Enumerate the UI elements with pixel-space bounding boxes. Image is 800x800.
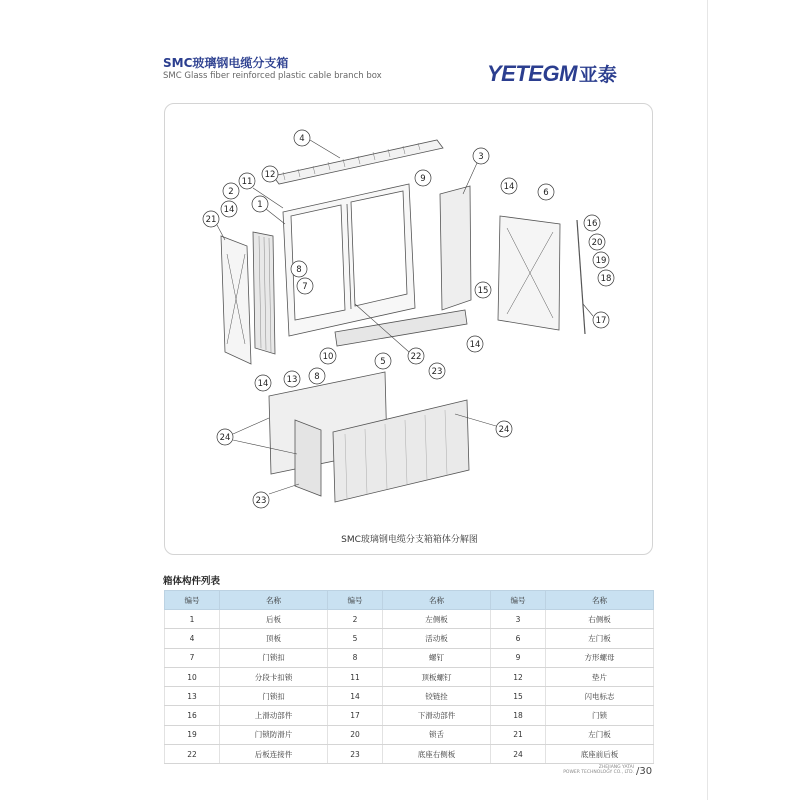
parts-table-title: 箱体构件列表	[163, 576, 221, 587]
svg-text:23: 23	[431, 367, 443, 377]
part-number: 5	[328, 629, 383, 648]
part-number: 21	[491, 725, 546, 744]
svg-text:8: 8	[314, 372, 320, 382]
part-number: 20	[328, 725, 383, 744]
part-name: 闪电标志	[546, 687, 654, 706]
part-number: 9	[491, 648, 546, 667]
header-number: 编号	[491, 591, 546, 610]
part-name: 右侧板	[546, 610, 654, 629]
svg-text:24: 24	[498, 425, 510, 435]
callout-14	[501, 178, 517, 194]
svg-text:13: 13	[286, 375, 298, 385]
part-number: 10	[165, 667, 220, 686]
part-right-door	[498, 216, 560, 330]
part-number: 19	[165, 725, 220, 744]
svg-text:10: 10	[322, 352, 334, 362]
svg-text:21: 21	[205, 215, 217, 225]
part-name: 下滑动部件	[383, 706, 491, 725]
part-number: 22	[165, 745, 220, 764]
svg-text:15: 15	[477, 286, 489, 296]
part-name: 锁舌	[383, 725, 491, 744]
header-name: 名称	[546, 591, 654, 610]
callout-18	[598, 270, 614, 286]
footer-company-line1: ZHEJIANG YATAI	[598, 765, 634, 770]
part-number: 11	[328, 667, 383, 686]
svg-text:17: 17	[595, 316, 607, 326]
part-name: 左门板	[546, 725, 654, 744]
svg-text:5: 5	[380, 357, 386, 367]
svg-text:9: 9	[420, 174, 426, 184]
callout-9	[415, 170, 431, 186]
callout-23	[429, 363, 445, 379]
part-name: 垫片	[546, 667, 654, 686]
callout-4	[294, 130, 310, 146]
callout-7	[297, 278, 313, 294]
svg-text:7: 7	[302, 282, 308, 292]
part-name: 门锁扣	[220, 687, 328, 706]
part-name: 铰链拴	[383, 687, 491, 706]
svg-text:14: 14	[469, 340, 481, 350]
svg-text:19: 19	[595, 256, 607, 266]
part-number: 15	[491, 687, 546, 706]
part-number: 1	[165, 610, 220, 629]
callout-10	[320, 348, 336, 364]
part-number: 16	[165, 706, 220, 725]
page-title-en: SMC Glass fiber reinforced plastic cable branch box	[163, 71, 382, 81]
callout-6	[538, 184, 554, 200]
table-row	[165, 629, 654, 648]
callout-11	[239, 173, 255, 189]
footer-company	[560, 765, 634, 775]
part-name: 螺钉	[383, 648, 491, 667]
header-name: 名称	[383, 591, 491, 610]
callout-1	[252, 196, 268, 212]
part-name: 门锁防滑片	[220, 725, 328, 744]
callout-14	[221, 201, 237, 217]
part-number: 3	[491, 610, 546, 629]
part-name: 后板	[220, 610, 328, 629]
part-number: 24	[491, 745, 546, 764]
brand-logo	[487, 60, 617, 87]
table-row	[165, 610, 654, 629]
table-row	[165, 648, 654, 667]
part-number: 13	[165, 687, 220, 706]
part-name: 上滑动部件	[220, 706, 328, 725]
callout-19	[593, 252, 609, 268]
callout-8	[309, 368, 325, 384]
header-number: 编号	[165, 591, 220, 610]
parts-table	[164, 590, 654, 764]
callout-8	[291, 261, 307, 277]
svg-text:6: 6	[543, 188, 549, 198]
callout-15	[475, 282, 491, 298]
callout-16	[584, 215, 600, 231]
part-name: 底座前后板	[546, 745, 654, 764]
svg-text:3: 3	[478, 152, 484, 162]
callout-12	[262, 166, 278, 182]
part-number: 8	[328, 648, 383, 667]
part-name: 分段卡扣锁	[220, 667, 328, 686]
part-number: 7	[165, 648, 220, 667]
header-name: 名称	[220, 591, 328, 610]
part-name: 左门板	[546, 629, 654, 648]
callout-3	[473, 148, 489, 164]
part-number: 14	[328, 687, 383, 706]
exploded-diagram	[165, 104, 654, 556]
callout-13	[284, 371, 300, 387]
callout-21	[203, 211, 219, 227]
table-row	[165, 725, 654, 744]
part-name: 底座右侧板	[383, 745, 491, 764]
table-row	[165, 706, 654, 725]
svg-text:11: 11	[241, 177, 253, 187]
part-number: 2	[328, 610, 383, 629]
part-right-side-panel	[440, 186, 471, 310]
part-name: 左侧板	[383, 610, 491, 629]
page-number: /30	[636, 766, 653, 777]
callout-23	[253, 492, 269, 508]
part-number: 18	[491, 706, 546, 725]
svg-text:22: 22	[410, 352, 422, 362]
part-number: 6	[491, 629, 546, 648]
table-row	[165, 667, 654, 686]
svg-text:20: 20	[591, 238, 603, 248]
callout-24	[496, 421, 512, 437]
svg-text:1: 1	[257, 200, 263, 210]
svg-text:23: 23	[255, 496, 267, 506]
part-name: 方形螺母	[546, 648, 654, 667]
svg-text:16: 16	[586, 219, 598, 229]
diagram-parts	[221, 140, 585, 502]
parts-table-header	[165, 591, 654, 610]
callout-5	[375, 353, 391, 369]
part-number: 12	[491, 667, 546, 686]
logo-text: YETEGM	[487, 60, 577, 86]
part-name: 门锁扣	[220, 648, 328, 667]
svg-text:14: 14	[503, 182, 515, 192]
part-number: 17	[328, 706, 383, 725]
svg-text:24: 24	[219, 433, 231, 443]
svg-text:8: 8	[296, 265, 302, 275]
svg-text:14: 14	[257, 379, 269, 389]
callout-17	[593, 312, 609, 328]
part-name: 后板连接件	[220, 745, 328, 764]
callout-20	[589, 234, 605, 250]
header-number: 编号	[328, 591, 383, 610]
callout-14	[467, 336, 483, 352]
svg-text:14: 14	[223, 205, 235, 215]
callout-2	[223, 183, 239, 199]
svg-text:2: 2	[228, 187, 234, 197]
exploded-diagram-panel	[164, 103, 653, 555]
svg-text:18: 18	[600, 274, 612, 284]
part-name: 顶板螺钉	[383, 667, 491, 686]
callout-24	[217, 429, 233, 445]
svg-text:4: 4	[299, 134, 305, 144]
page-title-cn: SMC玻璃钢电缆分支箱	[163, 56, 289, 70]
page-divider-line	[707, 0, 708, 800]
part-name: 顶板	[220, 629, 328, 648]
part-name: 活动板	[383, 629, 491, 648]
diagram-caption: SMC玻璃钢电缆分支箱箱体分解图	[341, 535, 478, 545]
table-row	[165, 745, 654, 764]
callout-22	[408, 348, 424, 364]
part-base-left	[295, 420, 321, 496]
footer-company-line2: POWER TECHNOLOGY CO., LTD.	[563, 770, 634, 775]
callout-14	[255, 375, 271, 391]
logo-cn: 亚泰	[578, 64, 617, 86]
svg-text:12: 12	[264, 170, 276, 180]
part-number: 4	[165, 629, 220, 648]
part-name: 门锁	[546, 706, 654, 725]
table-row	[165, 687, 654, 706]
part-number: 23	[328, 745, 383, 764]
